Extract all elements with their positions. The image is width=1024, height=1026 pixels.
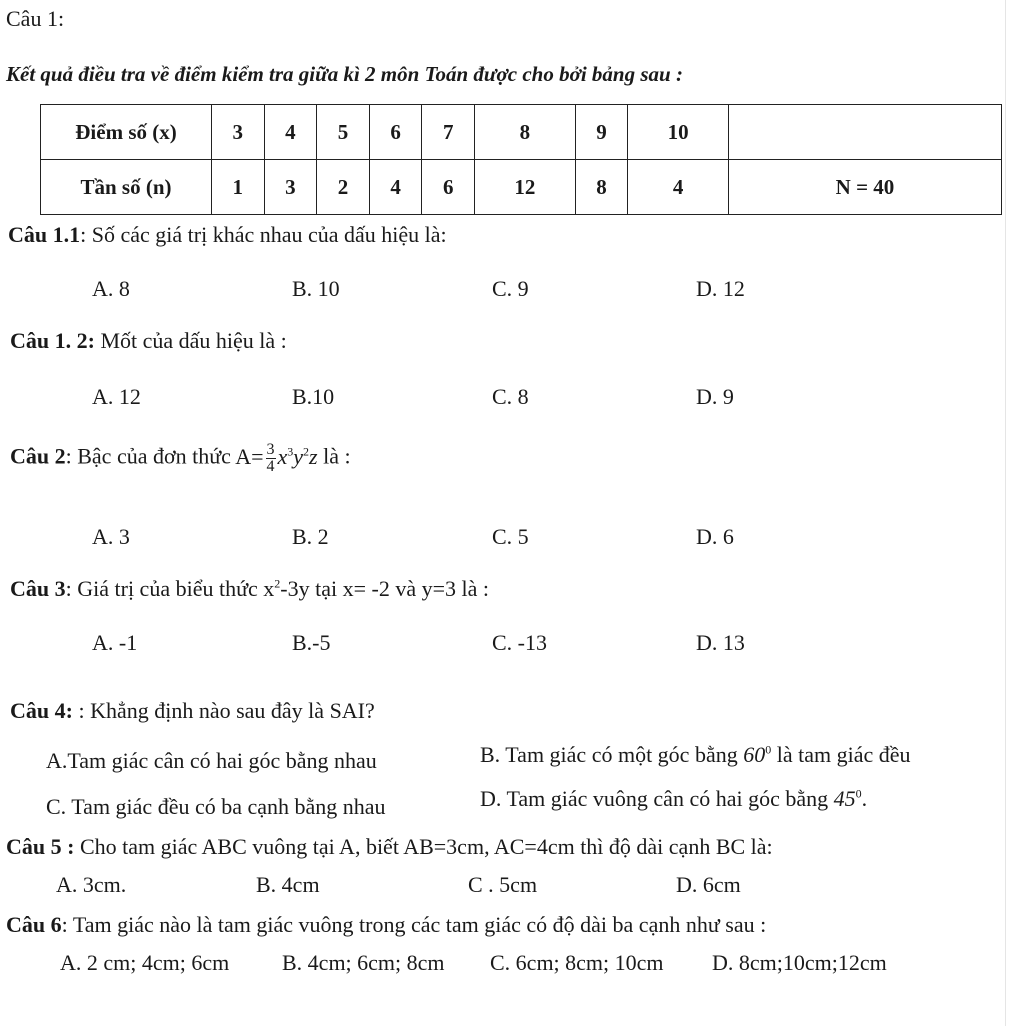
table-row-score (41, 105, 1002, 160)
question-3 (10, 576, 489, 602)
option-a[interactable]: A. 3cm. (56, 872, 127, 897)
question-2 (10, 442, 351, 475)
table-cell-empty (728, 105, 1001, 160)
table-header-frequency: Tần số (n) (41, 160, 212, 215)
degree-mark: 0 (855, 786, 862, 801)
monomial-formula (235, 441, 318, 475)
option-b[interactable]: B. 4cm; 6cm; 8cm (282, 950, 445, 975)
option-b[interactable]: B.10 (292, 384, 335, 409)
option-d[interactable]: D. 6cm (676, 872, 741, 897)
formula-var-z: z (309, 443, 318, 469)
formula-var-x: x (277, 443, 288, 469)
question-text: Mốt của dấu hiệu là : (94, 328, 287, 353)
question-label: Câu 3 (10, 576, 66, 601)
question-1-1 (8, 222, 447, 248)
page-edge (1005, 0, 1006, 1026)
question-text-end: -3y tại x= -2 và y=3 là : (280, 576, 489, 601)
question-text: : Khẳng định nào sau đây là SAI? (72, 698, 375, 723)
table-cell: 5 (317, 105, 370, 160)
question-1-intro: Kết quả điều tra về điểm kiểm tra giữa kì 2 môn Toán được cho bởi bảng sau : (6, 62, 683, 86)
table-cell: 4 (264, 105, 317, 160)
option-c[interactable]: C. 6cm; 8cm; 10cm (490, 950, 664, 975)
option-d[interactable] (480, 786, 867, 812)
angle-value: 45 (833, 786, 856, 811)
question-text: : Số các giá trị khác nhau của dấu hiệu là: (80, 222, 447, 247)
table-cell: 2 (317, 160, 370, 215)
option-c[interactable]: C. Tam giác đều có ba cạnh bằng nhau (46, 794, 386, 819)
fraction (266, 442, 276, 475)
question-text: : Bậc của đơn thức (65, 443, 236, 469)
formula-exp-y: 2 (303, 444, 310, 459)
option-text-end: là tam giác đều (771, 742, 911, 767)
table-cell: 8 (575, 160, 628, 215)
question-label: Câu 2 (10, 443, 66, 469)
option-text: B. Tam giác có một góc bằng (480, 742, 744, 767)
question-1-title: Câu 1: (6, 6, 65, 31)
option-text-end: . (861, 786, 868, 811)
fraction-denominator: 4 (266, 458, 275, 475)
question-label: Câu 1. 2: (10, 328, 95, 353)
table-cell: 3 (264, 160, 317, 215)
question-text-end: là : (317, 443, 351, 469)
table-cell: 1 (212, 160, 265, 215)
exponent: 2 (274, 576, 281, 591)
table-cell: 8 (475, 105, 576, 160)
formula-prefix: A= (235, 443, 264, 469)
table-cell: 10 (628, 105, 729, 160)
option-d[interactable]: D. 6 (696, 524, 734, 549)
option-c[interactable]: C. 8 (492, 384, 529, 409)
question-label: Câu 4: (10, 698, 73, 723)
option-text: D. Tam giác vuông cân có hai góc bằng (480, 786, 834, 811)
question-4 (10, 698, 375, 724)
table-cell-total: N = 40 (728, 160, 1001, 215)
question-label: Câu 6 (6, 912, 62, 937)
question-6 (6, 912, 766, 938)
fraction-numerator: 3 (266, 441, 275, 458)
table-cell: 4 (628, 160, 729, 215)
formula-var-y: y (293, 443, 304, 469)
option-d[interactable]: D. 8cm;10cm;12cm (712, 950, 887, 975)
degree-mark: 0 (765, 742, 772, 757)
question-label: Câu 5 : (6, 834, 75, 859)
option-b[interactable]: B. 2 (292, 524, 329, 549)
frequency-table (40, 104, 1002, 215)
option-d[interactable]: D. 9 (696, 384, 734, 409)
option-c[interactable]: C. -13 (492, 630, 547, 655)
question-label: Câu 1.1 (8, 222, 81, 247)
option-b[interactable]: B.-5 (292, 630, 331, 655)
option-b[interactable]: B. 4cm (256, 872, 320, 897)
option-a[interactable]: A. -1 (92, 630, 138, 655)
table-cell: 12 (475, 160, 576, 215)
option-a[interactable]: A. 8 (92, 276, 130, 301)
option-d[interactable]: D. 13 (696, 630, 745, 655)
table-cell: 7 (422, 105, 475, 160)
option-a[interactable]: A.Tam giác cân có hai góc bằng nhau (46, 748, 377, 773)
table-cell: 6 (369, 105, 422, 160)
table-cell: 3 (212, 105, 265, 160)
angle-value: 60 (743, 742, 766, 767)
question-text: : Tam giác nào là tam giác vuông trong các tam giác có độ dài ba cạnh như sau : (61, 912, 767, 937)
option-a[interactable]: A. 12 (92, 384, 141, 409)
option-c[interactable]: C . 5cm (468, 872, 538, 897)
option-c[interactable]: C. 5 (492, 524, 529, 549)
option-c[interactable]: C. 9 (492, 276, 529, 301)
table-cell: 6 (422, 160, 475, 215)
table-cell: 9 (575, 105, 628, 160)
option-b[interactable]: B. 10 (292, 276, 340, 301)
question-1-2 (10, 328, 287, 354)
option-d[interactable]: D. 12 (696, 276, 745, 301)
question-text: : Giá trị của biểu thức x (65, 576, 275, 601)
table-cell: 4 (369, 160, 422, 215)
option-a[interactable]: A. 3 (92, 524, 130, 549)
table-header-score: Điểm số (x) (41, 105, 212, 160)
option-a[interactable]: A. 2 cm; 4cm; 6cm (60, 950, 230, 975)
question-5 (6, 834, 773, 860)
formula-exp-x: 3 (287, 444, 294, 459)
table-row-frequency (41, 160, 1002, 215)
option-b[interactable] (480, 742, 911, 768)
question-text: Cho tam giác ABC vuông tại A, biết AB=3cm, AC=4cm thì độ dài cạnh BC là: (74, 834, 773, 859)
